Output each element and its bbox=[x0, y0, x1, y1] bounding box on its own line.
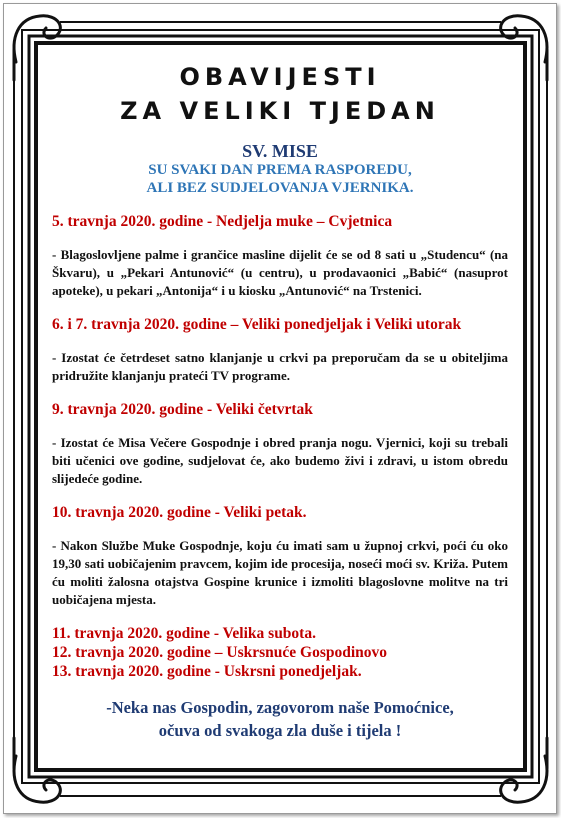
heading-holy-saturday: 11. travnja 2020. godine - Velika subota. bbox=[52, 625, 316, 642]
title-line-2: ZA VELIKI TJEDAN bbox=[120, 97, 440, 125]
closing-line-1: -Neka nas Gospodin, zagovorom naše Pomoćnice, bbox=[106, 698, 454, 717]
section-text-good-friday: - Nakon Službe Muke Gospodnje, koju ću imati sam u župnoj crkvi, poći ću oko 19,30 sati uobičajenim pravcem, kojim ide procesija, noseći moći sv. Križa. Putem ću moliti žalosna otajstva Gospine krunice i izmoliti blagoslovne molitve na tri uobičajena mjesta. bbox=[52, 538, 508, 607]
heading-easter-monday: 13. travnja 2020. godine - Uskrsni ponedjeljak. bbox=[52, 663, 362, 680]
notice-title bbox=[52, 60, 508, 128]
closing-blessing bbox=[52, 696, 508, 742]
mass-note-line-1: SU SVAKI DAN PREMA RASPOREDU, bbox=[148, 162, 412, 178]
heading-easter-sunday: 12. travnja 2020. godine – Uskrsnuće Gospodinovo bbox=[52, 644, 388, 661]
mass-note-line-2: ALI BEZ SUDJELOVANJA VJERNIKA. bbox=[146, 180, 414, 196]
section-text-holy-thursday: - Izostat će Misa Večere Gospodnje i obred pranja nogu. Vjernici, koji su trebali biti učenici ove godine, sudjelovat će, ako budemo živi i zdravi, u istom obredu slijedeće godine. bbox=[52, 435, 508, 486]
section-heading-holy-thursday: 9. travnja 2020. godine - Veliki četvrtak bbox=[52, 401, 313, 418]
section-text-palm-sunday: - Blagoslovljene palme i grančice masline dijelit će se od 8 sati u „Studencu“ (na Škvaru), u „Pekari Antunović“ (u centru), u prodavaonici „Babić“ (nasuprot apoteke), u pekari „Antonija“ i u kiosku „Antunović“ na Trstenici. bbox=[52, 247, 508, 298]
mass-heading: SV. MISE bbox=[242, 141, 318, 161]
closing-line-2: očuva od svakoga zla duše i tijela ! bbox=[158, 721, 402, 740]
mass-info bbox=[52, 141, 508, 197]
notice-content bbox=[52, 60, 508, 742]
section-heading-good-friday: 10. travnja 2020. godine - Veliki petak. bbox=[52, 504, 307, 521]
section-heading-palm-sunday: 5. travnja 2020. godine - Nedjelja muke – Cvjetnica bbox=[52, 213, 393, 230]
title-line-1: OBAVIJESTI bbox=[179, 63, 381, 91]
section-text-holy-monday-tuesday: - Izostat će četrdeset satno klanjanje u crkvi pa preporučam da se u obiteljima pridružite klanjanju prateći TV programe. bbox=[52, 350, 508, 383]
section-heading-holy-monday-tuesday: 6. i 7. travnja 2020. godine – Veliki ponedjeljak i Veliki utorak bbox=[52, 316, 462, 333]
